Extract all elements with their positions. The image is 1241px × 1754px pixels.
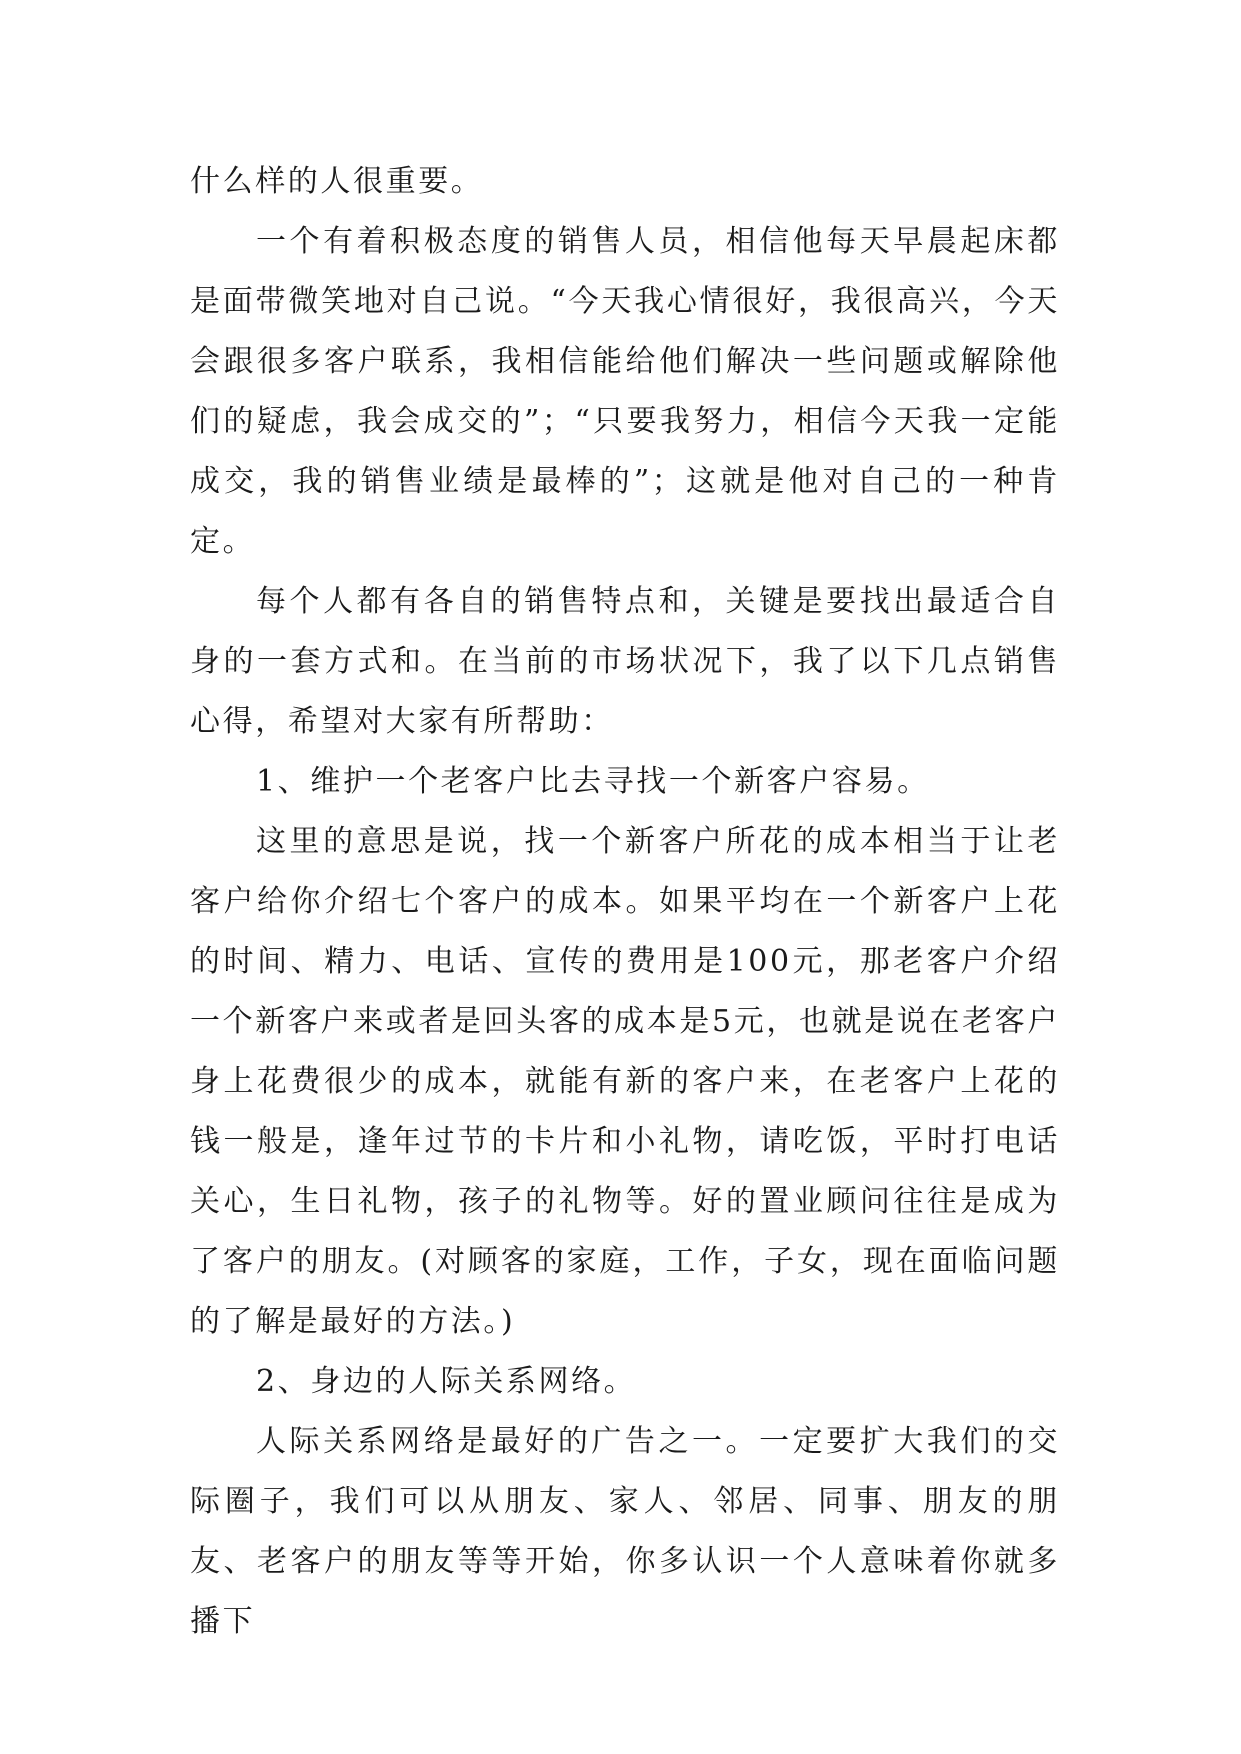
document-page	[190, 152, 1060, 1652]
paragraph: 什么样的人很重要。	[190, 164, 484, 199]
paragraph: 每个人都有各自的销售特点和，关键是要找出最适合自身的一套方式和。在当前的市场状况下，我了以下几点销售心得，希望对大家有所帮助：	[190, 584, 1060, 739]
list-item-heading: 1、维护一个老客户比去寻找一个新客户容易。	[256, 764, 930, 799]
list-item-heading: 2、身边的人际关系网络。	[256, 1364, 637, 1399]
paragraph: 一个有着积极态度的销售人员，相信他每天早晨起床都是面带微笑地对自己说。“今天我心情很好，我很高兴，今天会跟很多客户联系，我相信能给他们解决一些问题或解除他们的疑虑，我会成交的”；“只要我努力，相信今天我一定能成交，我的销售业绩是最棒的”；这就是他对自己的一种肯定。	[190, 224, 1060, 559]
paragraph: 这里的意思是说，找一个新客户所花的成本相当于让老客户给你介绍七个客户的成本。如果平均在一个新客户上花的时间、精力、电话、宣传的费用是100元，那老客户介绍一个新客户来或者是回头客的成本是5元，也就是说在老客户身上花费很少的成本，就能有新的客户来，在老客户上花的钱一般是，逢年过节的卡片和小礼物，请吃饭，平时打电话关心，生日礼物，孩子的礼物等。好的置业顾问往往是成为了客户的朋友。(对顾客的家庭，工作，子女，现在面临问题的了解是最好的方法。)	[190, 824, 1060, 1339]
paragraph: 人际关系网络是最好的广告之一。一定要扩大我们的交际圈子，我们可以从朋友、家人、邻居、同事、朋友的朋友、老客户的朋友等等开始，你多认识一个人意味着你就多播下	[190, 1424, 1060, 1639]
